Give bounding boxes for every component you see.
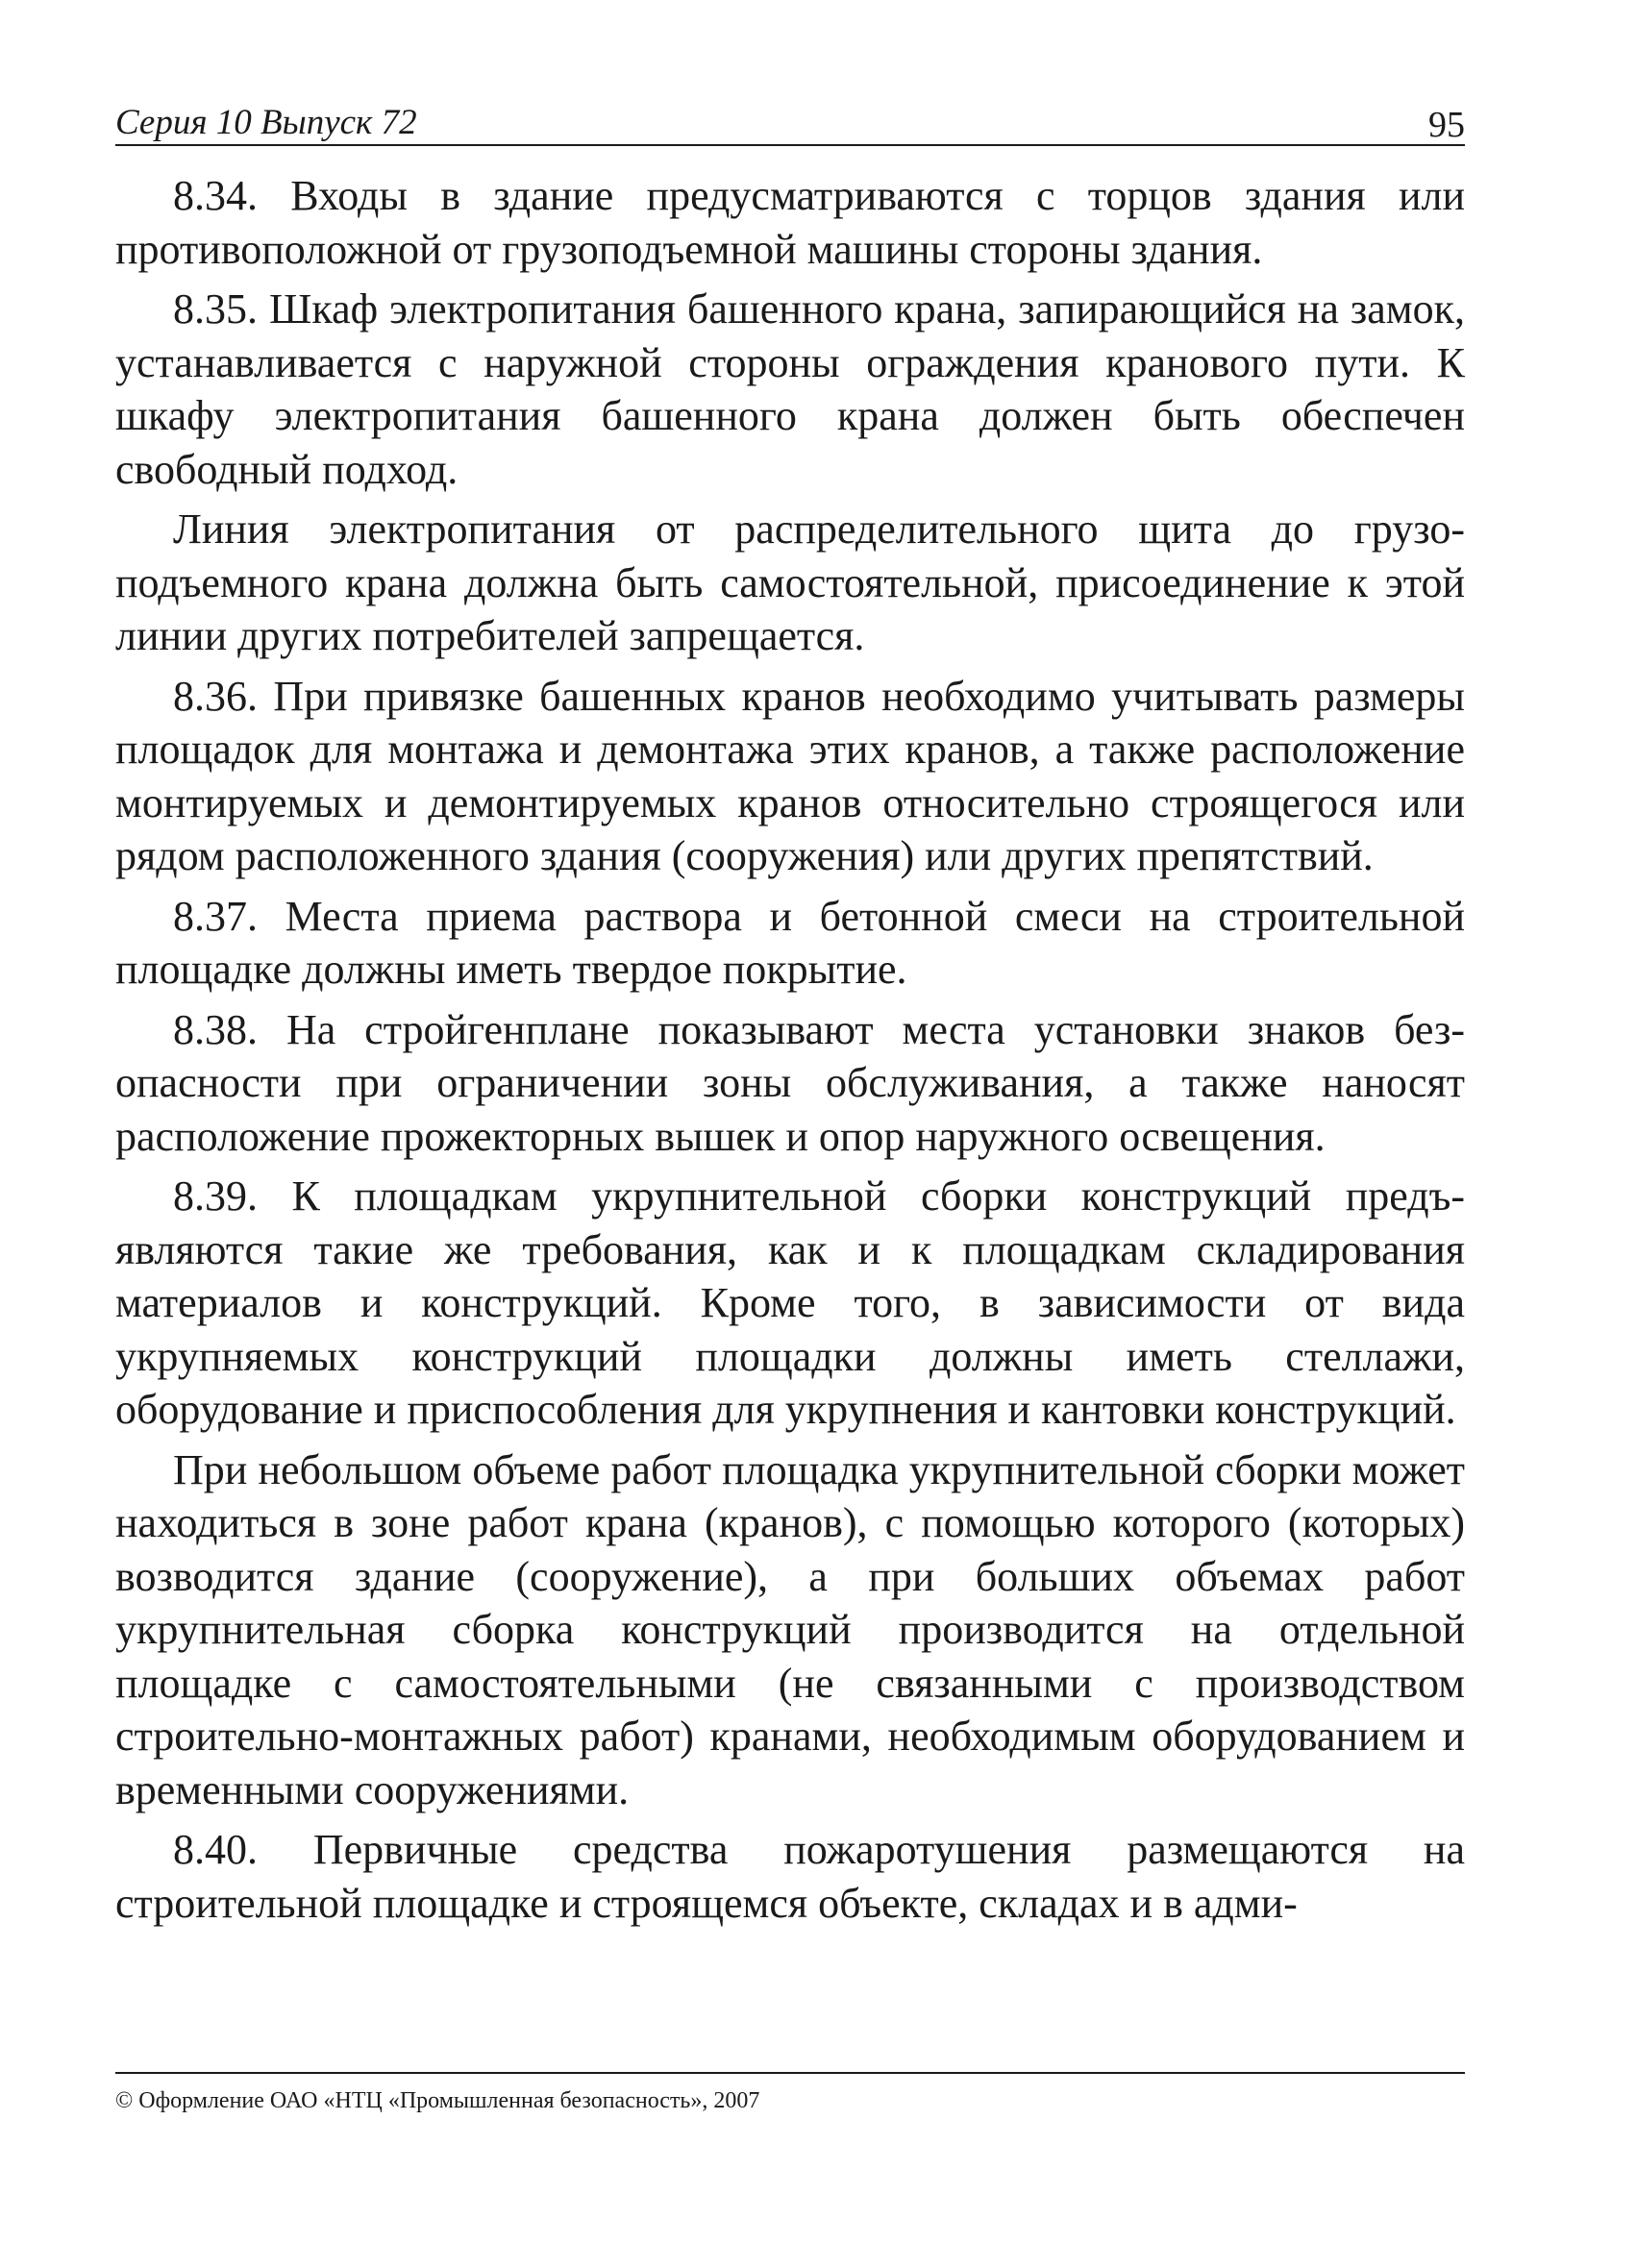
page-number: 95: [1428, 105, 1465, 145]
series-label: Серия 10 Выпуск 72: [115, 103, 417, 142]
paragraph-8-37: 8.37. Места приема раствора и бетонной смеси на строительной площадке должны иметь твердое покрытие.: [115, 892, 1465, 993]
paragraph-8-36: 8.36. При привязке башенных кранов необходимо учитывать размеры площадок для монтажа и демонтажа этих кранов, а также расположение монтируемых и демонтируемых кранов относительно строящегося или рядом расположенного здания (сооружения) или других препятствий.: [115, 672, 1465, 879]
page-header: [115, 100, 1465, 146]
paragraph-8-39: 8.39. К площадкам укрупнительной сборки конструкций предъявляются такие же требования, как и к площадкам складирования материалов и конструкций. Кроме того, в зависимости от вида укрупняемых конструкций площадки должны иметь стеллажи, оборудование и приспособления для укрупнения и кантовки конструкций.: [115, 1172, 1465, 1433]
body-text: [115, 169, 1465, 1936]
paragraph-power-line: Линия электропитания от распределительного щита до грузоподъемного крана должна быть самостоятельной, присоединение к этой линии других потребителей запрещается.: [115, 505, 1465, 659]
paragraph-8-34: 8.34. Входы в здание предусматриваются с торцов здания или противоположной от грузоподъемной машины стороны здания.: [115, 172, 1465, 273]
copyright-notice: © Оформление ОАО «НТЦ «Промышленная безопасность», 2007: [115, 2088, 760, 2113]
paragraph-8-38: 8.38. На стройгенплане показывают места установки знаков безопасности при ограничении зоны обслуживания, а также наносят расположение прожекторных вышек и опор наружного освещения.: [115, 1005, 1465, 1160]
paragraph-8-35: 8.35. Шкаф электропитания башенного крана, запирающийся на замок, устанавливается с наружной стороны ограждения кранового пути. К шкафу электропитания башенного крана должен быть обеспечен свободный подход.: [115, 285, 1465, 493]
paragraph-8-40: 8.40. Первичные средства пожаротушения размещаются на строительной площадке и строящемся объекте, складах и в адми-: [115, 1826, 1465, 1927]
page-footer: [115, 2072, 1465, 2114]
paragraph-assembly-area: При небольшом объеме работ площадка укрупнительной сборки может находиться в зоне работ крана (кранов), с помощью которого (которых) возводится здание (сооружение), а при больших объемах работ укрупнительная сборка конструкций производится на отдельной площадке с самостоятельными (не связанными с производством строительно-монтажных работ) кранами, необходимым оборудованием и временными сооружениями.: [115, 1445, 1465, 1813]
